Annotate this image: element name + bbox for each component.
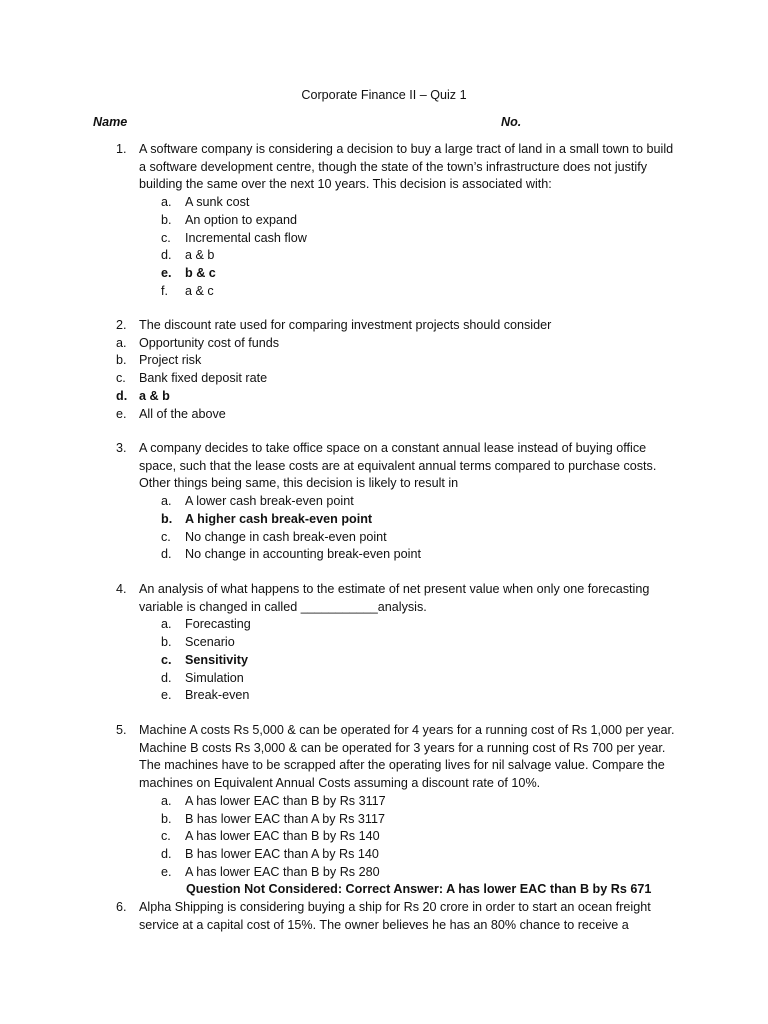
question-2 [116,317,676,423]
option-a [161,194,676,212]
option-letter: c. [161,652,172,667]
option-text: Scenario [185,635,235,650]
question-1 [116,141,676,300]
option-text: Opportunity cost of funds [139,335,280,350]
option-text: Simulation [185,670,244,685]
question-number: 6. [116,900,127,914]
option-letter: b. [161,635,172,650]
question-number: 4. [116,582,127,596]
question-text: A software company is considering a decision to buy a large tract of land in a small town to build a software development centre, though the state of the town’s infrastructure does not justify building the same over the next 10 years. This decision is associated with: [139,142,674,192]
option-b [161,212,676,230]
option-letter: d. [116,388,128,403]
question-4 [116,581,676,705]
option-text: a & c [185,283,214,298]
option-c [161,652,676,670]
answer-note: Question Not Considered: Correct Answer: A has lower EAC than B by Rs 671 [186,882,652,897]
option-text: A sunk cost [185,195,250,210]
option-letter: a. [161,494,172,509]
option-d [161,670,676,688]
option-text: A higher cash break-even point [185,511,373,526]
option-letter: c. [161,829,171,844]
option-letter: a. [161,617,172,632]
option-c [161,529,676,547]
page-title: Corporate Finance II – Quiz 1 [301,88,467,102]
option-text: a & b [185,248,215,263]
option-d [116,388,676,406]
question-number: 3. [116,441,127,455]
option-letter: e. [161,864,172,879]
option-text: B has lower EAC than A by Rs 140 [185,846,379,861]
option-letter: d. [161,670,172,685]
option-c [116,370,676,388]
option-letter: c. [116,371,126,386]
option-letter: e. [161,688,172,703]
option-letter: c. [161,529,171,544]
option-text: A lower cash break-even point [185,494,354,509]
question-number: 5. [116,723,127,737]
option-letter: e. [116,406,127,421]
option-text: Break-even [185,688,250,703]
option-text: a & b [139,388,170,403]
question-number: 2. [116,318,127,332]
option-b [116,352,676,370]
option-letter: d. [161,547,172,562]
option-b [161,511,676,529]
option-a [161,793,676,811]
option-letter: b. [116,353,127,368]
option-text: All of the above [139,406,226,421]
question-text: The discount rate used for comparing investment projects should consider [139,318,552,332]
option-e [161,265,676,283]
option-text: Sensitivity [185,652,248,667]
option-text: No change in cash break-even point [185,529,387,544]
option-letter: e. [161,265,172,280]
option-text: No change in accounting break-even point [185,547,421,562]
option-letter: b. [161,212,172,227]
option-b [161,811,676,829]
number-label: No. [501,115,522,129]
option-text: Bank fixed deposit rate [139,371,268,386]
option-e [161,864,676,882]
option-b [161,634,676,652]
option-text: Project risk [139,353,202,368]
option-c [161,230,676,248]
question-text: An analysis of what happens to the estimate of net present value when only one forecasting variable is changed in called ___________analysis. [139,582,650,614]
option-letter: a. [161,195,172,210]
option-letter: a. [161,793,172,808]
option-text: A has lower EAC than B by Rs 280 [185,864,380,879]
option-letter: f. [161,283,168,298]
option-letter: b. [161,511,173,526]
option-d [161,846,676,864]
question-6 [116,899,676,934]
option-letter: c. [161,230,171,245]
option-letter: b. [161,811,172,826]
option-c [161,828,676,846]
question-text: Machine A costs Rs 5,000 & can be operated for 4 years for a running cost of Rs 1,000 per year. Machine B costs Rs 3,000 & can be operated for 3 years for a running cost of Rs 700 per year. The machines have to be scrapped after the operating lives for nil salvage value. Compare the machines on Equivalent Annual Costs assuming a discount rate of 10%. [139,723,675,791]
question-text: Alpha Shipping is considering buying a ship for Rs 20 crore in order to start an ocean freight service at a capital cost of 15%. The owner believes he has an 80% chance to receive a [139,900,651,932]
option-f [161,283,676,301]
question-5 [116,722,676,899]
option-d [161,247,676,265]
option-text: Forecasting [185,617,251,632]
option-a [116,335,676,353]
option-letter: d. [161,846,172,861]
question-number: 1. [116,142,127,156]
option-e [161,687,676,705]
name-label: Name [93,115,128,129]
option-letter: a. [116,335,127,350]
option-text: A has lower EAC than B by Rs 140 [185,829,380,844]
option-text: A has lower EAC than B by Rs 3117 [185,793,386,808]
question-text: A company decides to take office space on a constant annual lease instead of buying office space, such that the lease costs are at equivalent annual terms compared to purchase costs. Other things being same, this decision is likely to result in [139,441,657,491]
option-a [161,616,676,634]
option-text: b & c [185,265,216,280]
option-text: An option to expand [185,212,298,227]
option-text: B has lower EAC than A by Rs 3117 [185,811,385,826]
question-3 [116,440,676,564]
option-e [116,406,676,424]
option-d [161,546,676,564]
option-a [161,493,676,511]
option-text: Incremental cash flow [185,230,307,245]
option-letter: d. [161,248,172,263]
